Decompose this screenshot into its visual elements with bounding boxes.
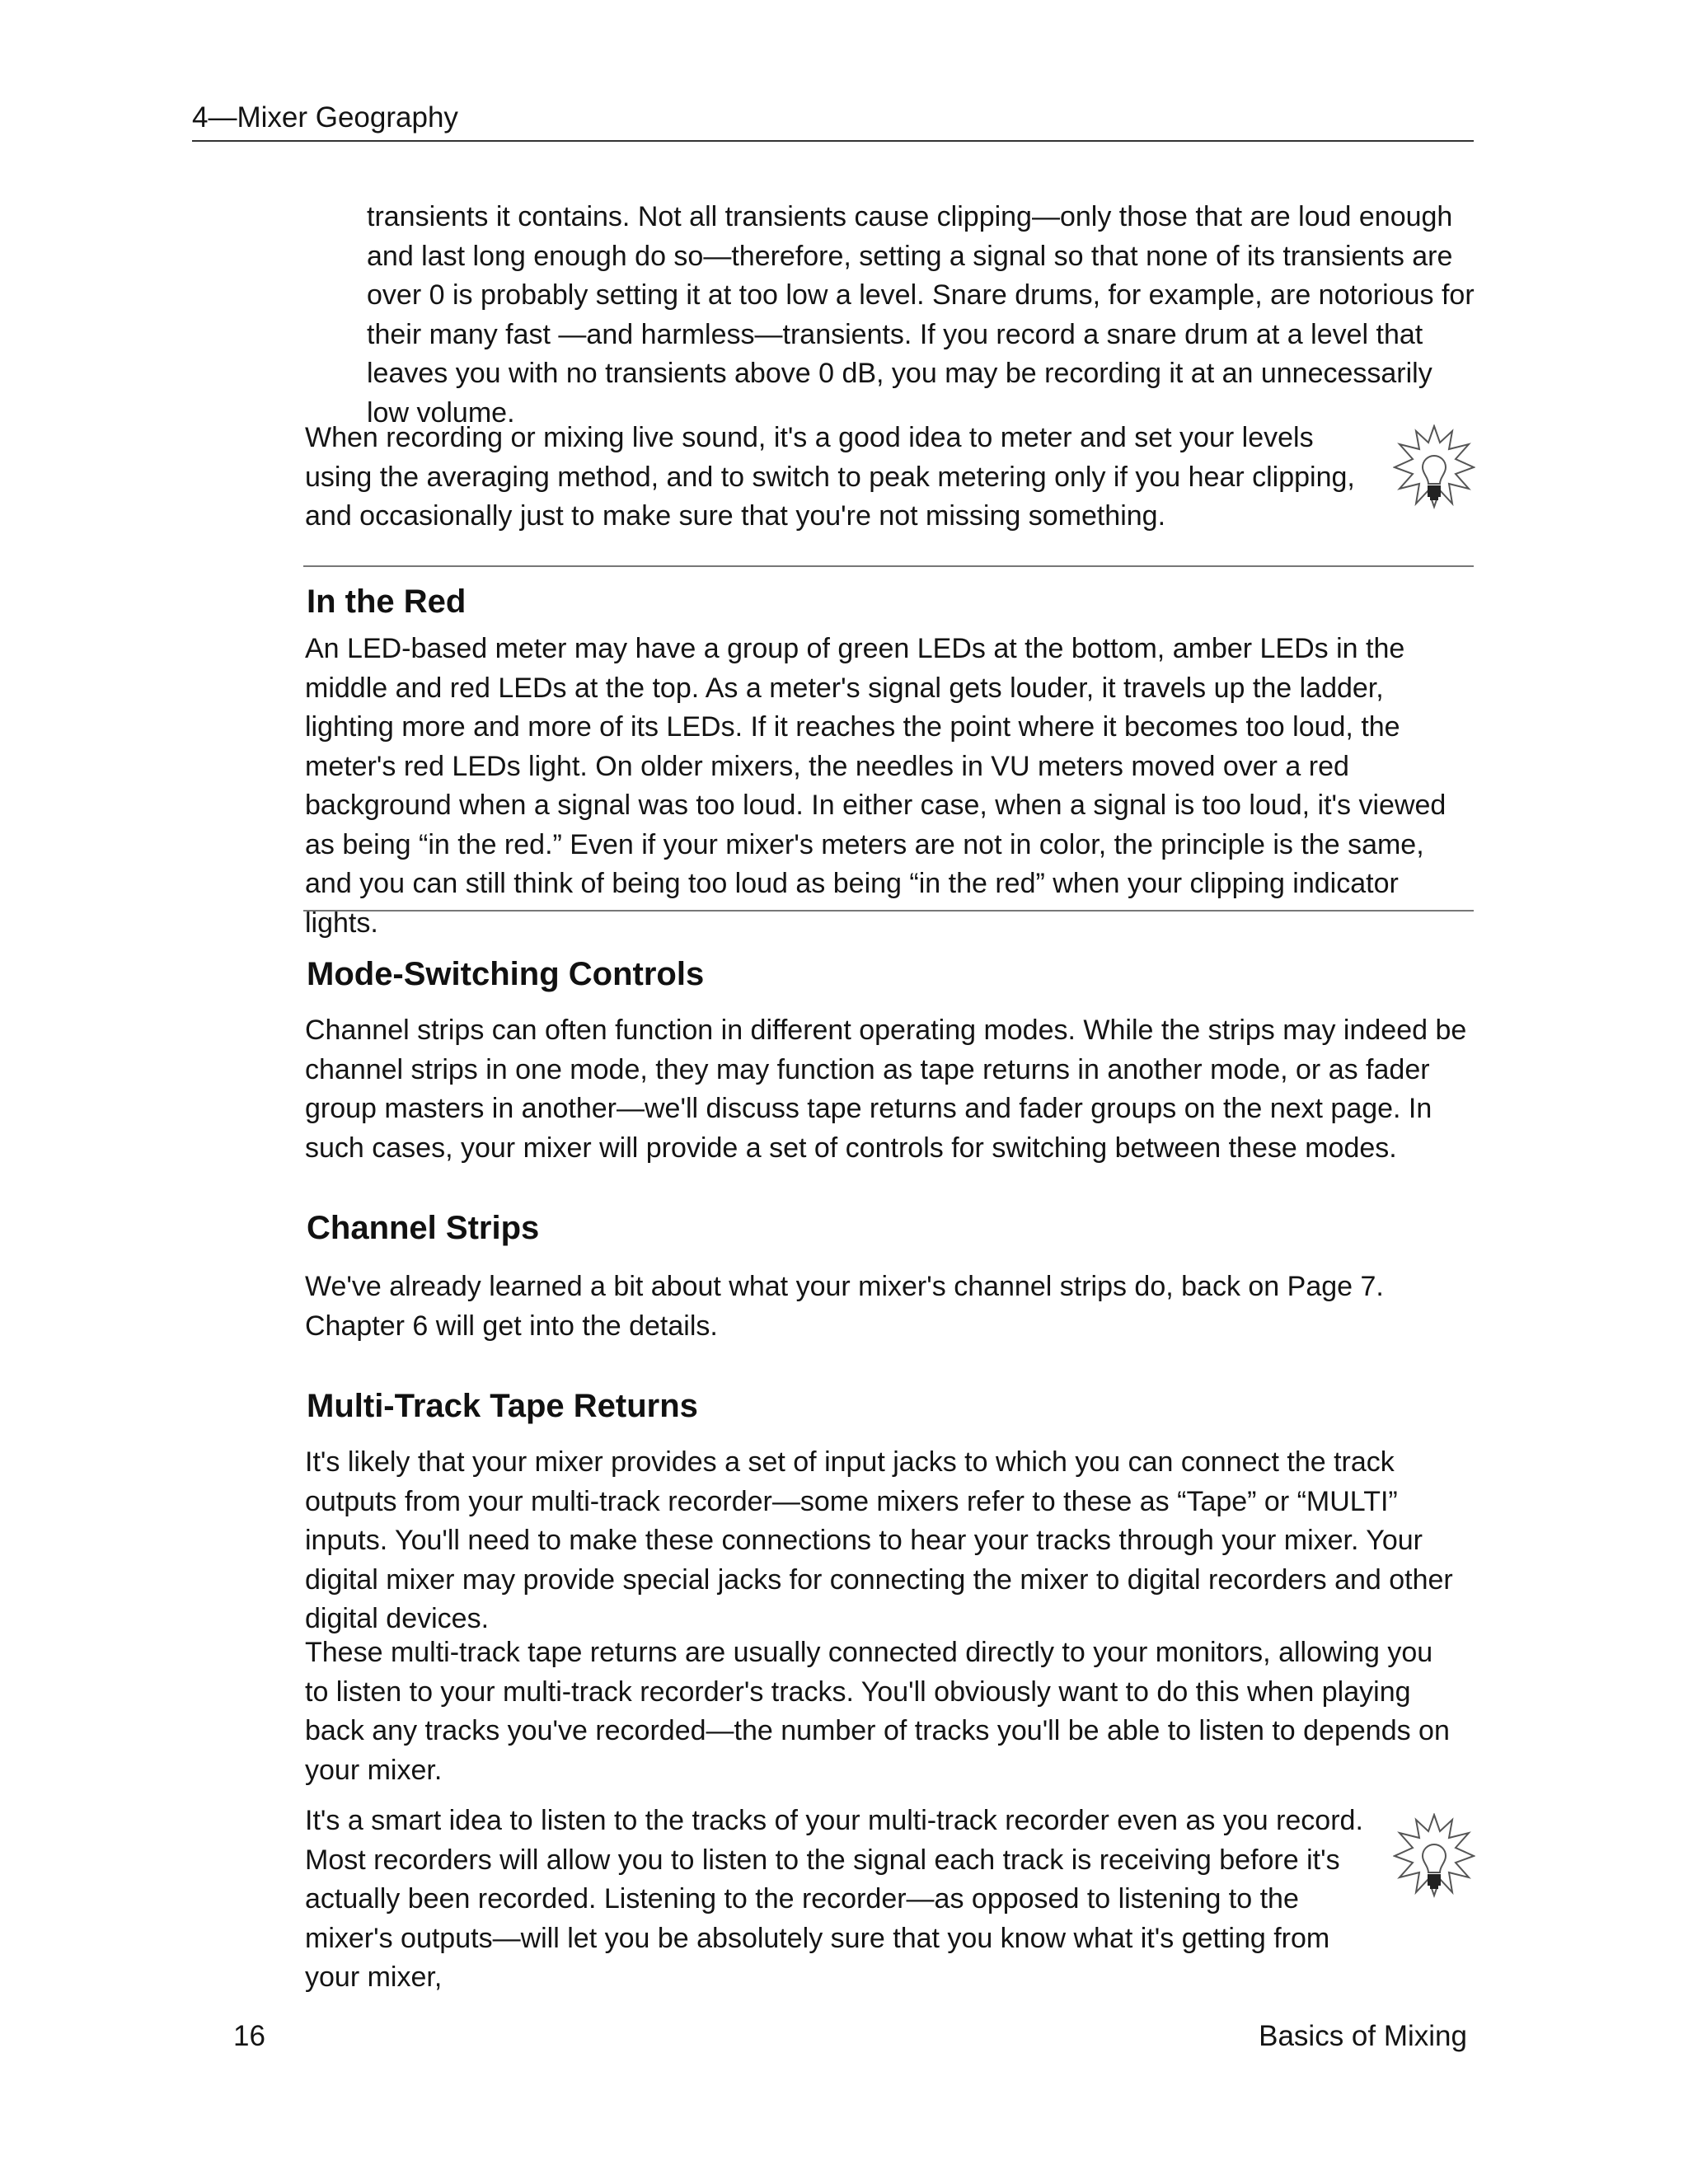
sidebar-top-rule: [303, 565, 1474, 567]
section-paragraph: These multi-track tape returns are usually connected directly to your monitors, allowing you to listen to your multi-track recorder's tracks. You'll obviously want to do this when playing back any tracks you've recorded—the number of tracks you'll be able to listen to depends on your mixer.: [305, 1637, 1450, 1786]
section-paragraph: It's likely that your mixer provides a set of input jacks to which you can connect the track outputs from your multi-track recorder—some mixers refer to these as “Tape” or “MULTI” inputs. You'll need to make these connections to hear your tracks through your mixer. Your digital mixer may provide special jacks for connecting the mixer to digital recorders and other digital devices.: [305, 1446, 1453, 1634]
lightbulb-icon: [1393, 1813, 1475, 1912]
lightbulb-icon: [1393, 424, 1475, 523]
sidebar-title: In the Red: [307, 583, 467, 620]
running-head: 4—Mixer Geography: [192, 101, 458, 134]
section-heading-channel-strips: Channel Strips: [307, 1210, 540, 1246]
intro-paragraph: transients it contains. Not all transients cause clipping—only those that are loud enough and last long enough do so—therefore, setting a signal so that none of its transients are over 0 is probably setting it at too low a level. Snare drums, for example, are notorious for their many fast —and harmless—transients. If you record a snare drum at a level that leaves you with no transients above 0 dB, you may be recording it at an unnecessarily low volume.: [367, 201, 1475, 429]
header-rule: [192, 140, 1474, 142]
section-paragraph: Channel strips can often function in different operating modes. While the strips may indeed be channel strips in one mode, they may function as tape returns in another mode, or as fader group masters in another—we'll discuss tape returns and fader groups on the next page. In such cases, your mixer will provide a set of controls for switching between these modes.: [305, 1015, 1467, 1164]
book-title: Basics of Mixing: [1259, 2020, 1467, 2052]
section-heading-tape-returns: Multi-Track Tape Returns: [307, 1388, 698, 1424]
tip-paragraph-2: It's a smart idea to listen to the tracks of your multi-track recorder even as you record. Most recorders will allow you to listen to the signal each track is receiving before it's actually been recorded. Listening to the recorder—as opposed to listening to the mixer's outputs—will let you be absolutely sure that you know what it's getting from your mixer,: [305, 1805, 1363, 1993]
section-paragraph: We've already learned a bit about what your mixer's channel strips do, back on Page 7. Chapter 6 will get into the details.: [305, 1271, 1384, 1342]
sidebar-bottom-rule: [303, 910, 1474, 912]
section-heading-mode-switching: Mode-Switching Controls: [307, 956, 705, 992]
page-number: 16: [233, 2020, 265, 2052]
tip-paragraph-1: When recording or mixing live sound, it's a good idea to meter and set your levels using the averaging method, and to switch to peak metering only if you hear clipping, and occasionally just to make sure that you're not missing something.: [305, 422, 1355, 532]
sidebar-body: An LED-based meter may have a group of green LEDs at the bottom, amber LEDs in the middle and red LEDs at the top. As a meter's signal gets louder, it travels up the ladder, lighting more and more of its LEDs. If it reaches the point where it becomes too loud, the meter's red LEDs light. On older mixers, the needles in VU meters moved over a red background when a signal was too loud. In either case, when a signal is too loud, it's viewed as being “in the red.” Even if your mixer's meters are not in color, the principle is the same, and you can still think of being too loud as being “in the red” when your clipping indicator lights.: [305, 633, 1447, 939]
